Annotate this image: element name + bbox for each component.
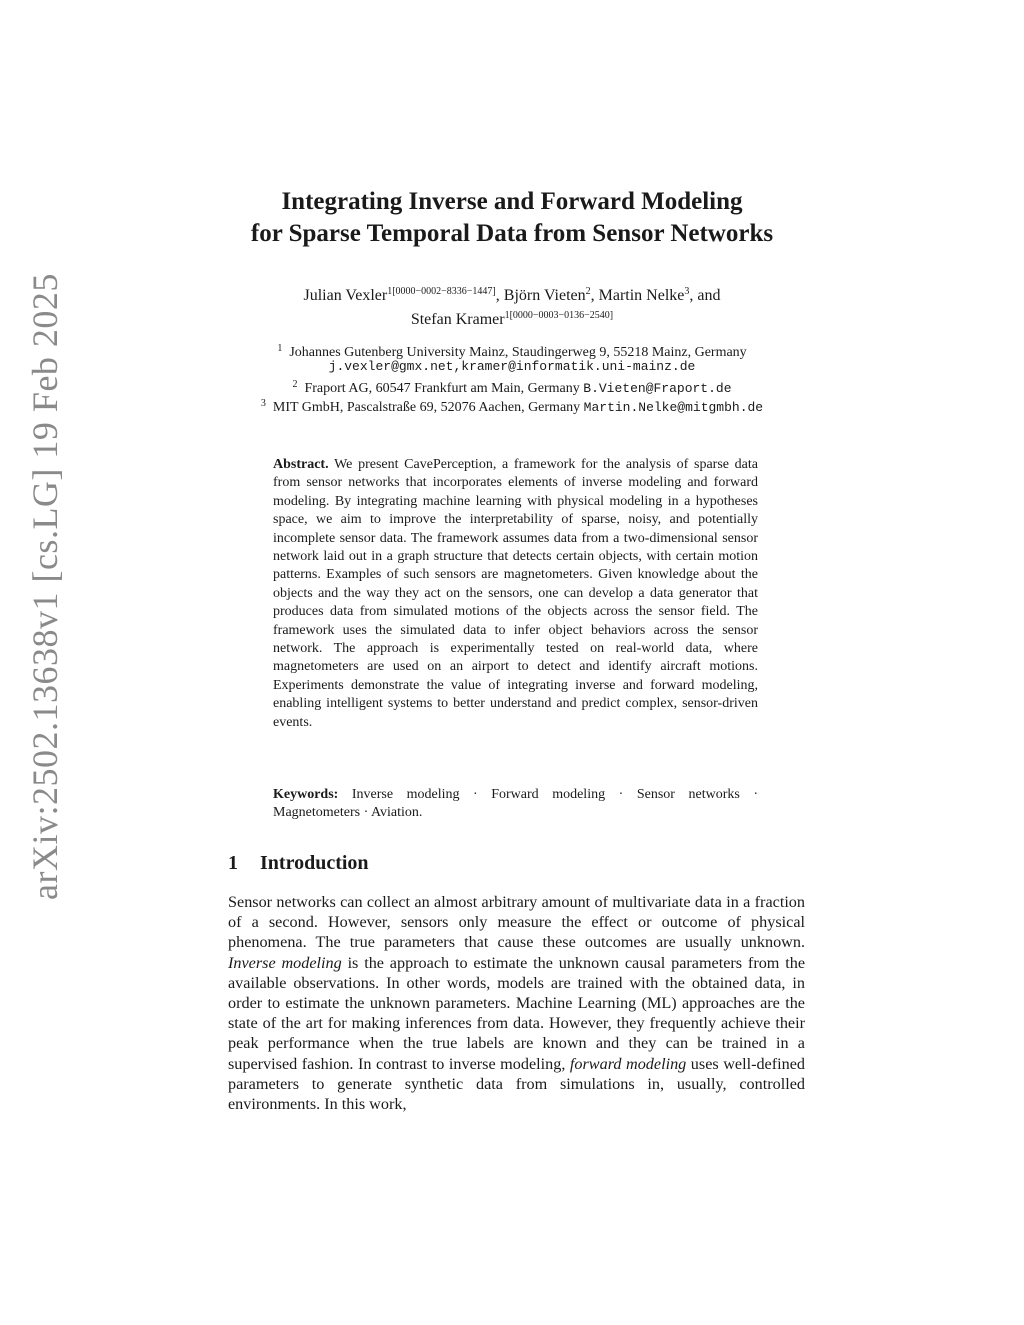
affiliation-number: 3 <box>260 398 266 409</box>
keywords-text: Inverse modeling · Forward modeling · Sensor networks · Magnetometers · Aviation. <box>273 787 759 821</box>
abstract-text: We present CavePerception, a framework for the analysis of sparse data from sensor networks that incorporates elements of inverse modeling and forward modeling. By integrating machine learning with physical modeling in a hypotheses space, we aim to improve the interpretability of sparse, noisy, and potentially incomplete sensor data. The framework assumes data from a two-dimensional sensor network laid out in a graph structure that detects certain objects, with certain motion patterns. Examples of such sensors are magnetometers. Given knowledge about the objects and the way they act on the sensors, one can develop a data generator that produces data from simulated motions of the objects across the sensor field. The framework uses the simulated data to infer object behaviors across the sensor network. The approach is experimentally tested on real-world data, where magnetometers are used on an airport to detect and identify aircraft motions. Experiments demonstrate the value of integrating inverse and forward modeling, enabling intelligent systems to better understand and predict complex, sensor-driven events. <box>273 457 759 730</box>
paragraph-text: uses well-defined parameters to generate synthetic data from simulations in, usually, controlled environments. In this work, <box>228 1054 806 1114</box>
author-affil-orcid: 1[0000−0003−0136−2540] <box>504 310 614 321</box>
title-line-2: for Sparse Temporal Data from Sensor Networks <box>250 220 774 247</box>
section-number: 1 <box>228 852 238 874</box>
author-name: Stefan Kramer <box>410 311 505 328</box>
emphasis-term: Inverse modeling <box>228 953 342 972</box>
affiliation-number: 1 <box>277 343 283 354</box>
affiliation-1-email <box>0 358 1024 376</box>
paragraph-text: is the approach to estimate the unknown causal parameters from the available observations. In other words, models are trained with the obtained data, in order to estimate the unknown parameters. Machine Learning (ML) approaches are the state of the art for making inferences from data. However, they frequently achieve their peak performance when the true labels are known and they can be trained in a supervised fashion. In contrast to inverse modeling, <box>228 953 806 1073</box>
author-affil: 3 <box>684 286 690 297</box>
introduction-paragraph <box>228 892 805 1114</box>
affiliation-number: 2 <box>292 379 298 390</box>
arxiv-identifier: arXiv:2502.13638v1 [cs.LG] 19 Feb 2025 <box>25 273 65 900</box>
author-line-1: Julian Vexler$^{1[0000-0002-8336-1447]}$, Björn Vieten$^2$, Martin Nelke$^3$, and <box>303 286 721 304</box>
keywords <box>273 786 758 823</box>
abstract-label: Abstract. <box>273 457 329 472</box>
author-name: Martin Nelke <box>598 287 685 304</box>
paper-title <box>0 186 1024 250</box>
email-address: Martin.Nelke@mitgmbh.de <box>583 400 764 415</box>
keywords-label: Keywords: <box>273 787 339 802</box>
section-heading <box>228 852 369 875</box>
author-affil: 2 <box>585 286 591 297</box>
author-name: Julian Vexler <box>303 287 388 304</box>
affiliation-text: Johannes Gutenberg University Mainz, Staudingerweg 9, 55218 Mainz, Germany <box>289 345 747 360</box>
email-address: j.vexler@gmx.net,kramer@informatik.uni-mainz.de <box>328 359 696 374</box>
affiliation-text: Fraport AG, 60547 Frankfurt am Main, Germany <box>304 381 580 396</box>
email-address: B.Vieten@Fraport.de <box>583 381 732 396</box>
emphasis-term: forward modeling <box>569 1054 687 1073</box>
author-list <box>0 282 1024 330</box>
section-title: Introduction <box>260 852 369 874</box>
author-name: Björn Vieten <box>503 287 586 304</box>
abstract <box>273 456 758 732</box>
title-line-1: Integrating Inverse and Forward Modeling <box>281 188 743 215</box>
paragraph-text: Sensor networks can collect an almost arbitrary amount of multivariate data in a fraction of a second. However, sensors only measure the effect or outcome of physical phenomena. The true parameters that cause these outcomes are usually unknown. <box>228 893 805 952</box>
affiliation-text: MIT GmbH, Pascalstraße 69, 52076 Aachen, Germany <box>272 400 581 415</box>
author-conjunction: , and <box>689 287 721 304</box>
author-affil-orcid: 1[0000−0002−8336−1447] <box>387 286 496 297</box>
affiliation-3 <box>0 395 1024 417</box>
author-line-2 <box>0 306 1024 330</box>
